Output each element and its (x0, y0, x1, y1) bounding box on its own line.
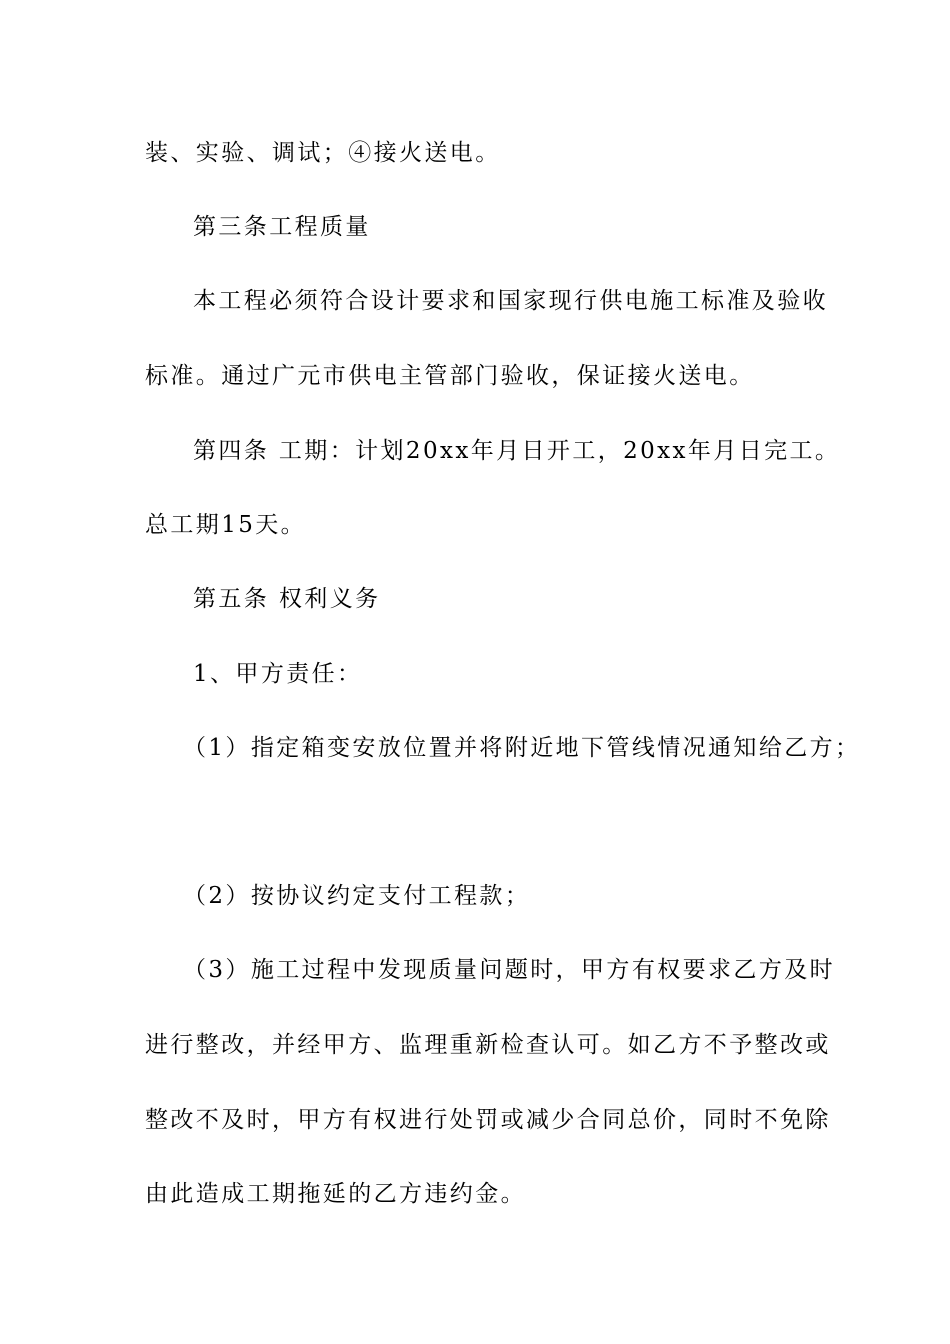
text-line: 标准。通过广元市供电主管部门验收，保证接火送电。 (145, 363, 755, 389)
list-item: （2）按协议约定支付工程款； (183, 883, 531, 909)
section-heading-5: 第五条 权利义务 (193, 586, 381, 612)
text-line: 装、实验、调试；④接火送电。 (145, 140, 501, 166)
list-item: （1）指定箱变安放位置并将附近地下管线情况通知给乙方； (183, 735, 861, 761)
text-line: 进行整改，并经甲方、监理重新检查认可。如乙方不予整改或 (145, 1032, 831, 1058)
section-heading-3: 第三条工程质量 (193, 214, 371, 240)
text-line: 整改不及时，甲方有权进行处罚或减少合同总价，同时不免除 (145, 1107, 831, 1133)
section-heading-4: 第四条 工期：计划20xx年月日开工，20xx年月日完工。 (193, 438, 841, 464)
text-line: 总工期15天。 (145, 512, 307, 538)
list-item: （3）施工过程中发现质量问题时，甲方有权要求乙方及时 (183, 957, 836, 983)
text-line: 本工程必须符合设计要求和国家现行供电施工标准及验收 (193, 288, 828, 314)
text-line: 由此造成工期拖延的乙方违约金。 (145, 1181, 526, 1207)
list-item-heading: 1、甲方责任： (193, 661, 363, 687)
